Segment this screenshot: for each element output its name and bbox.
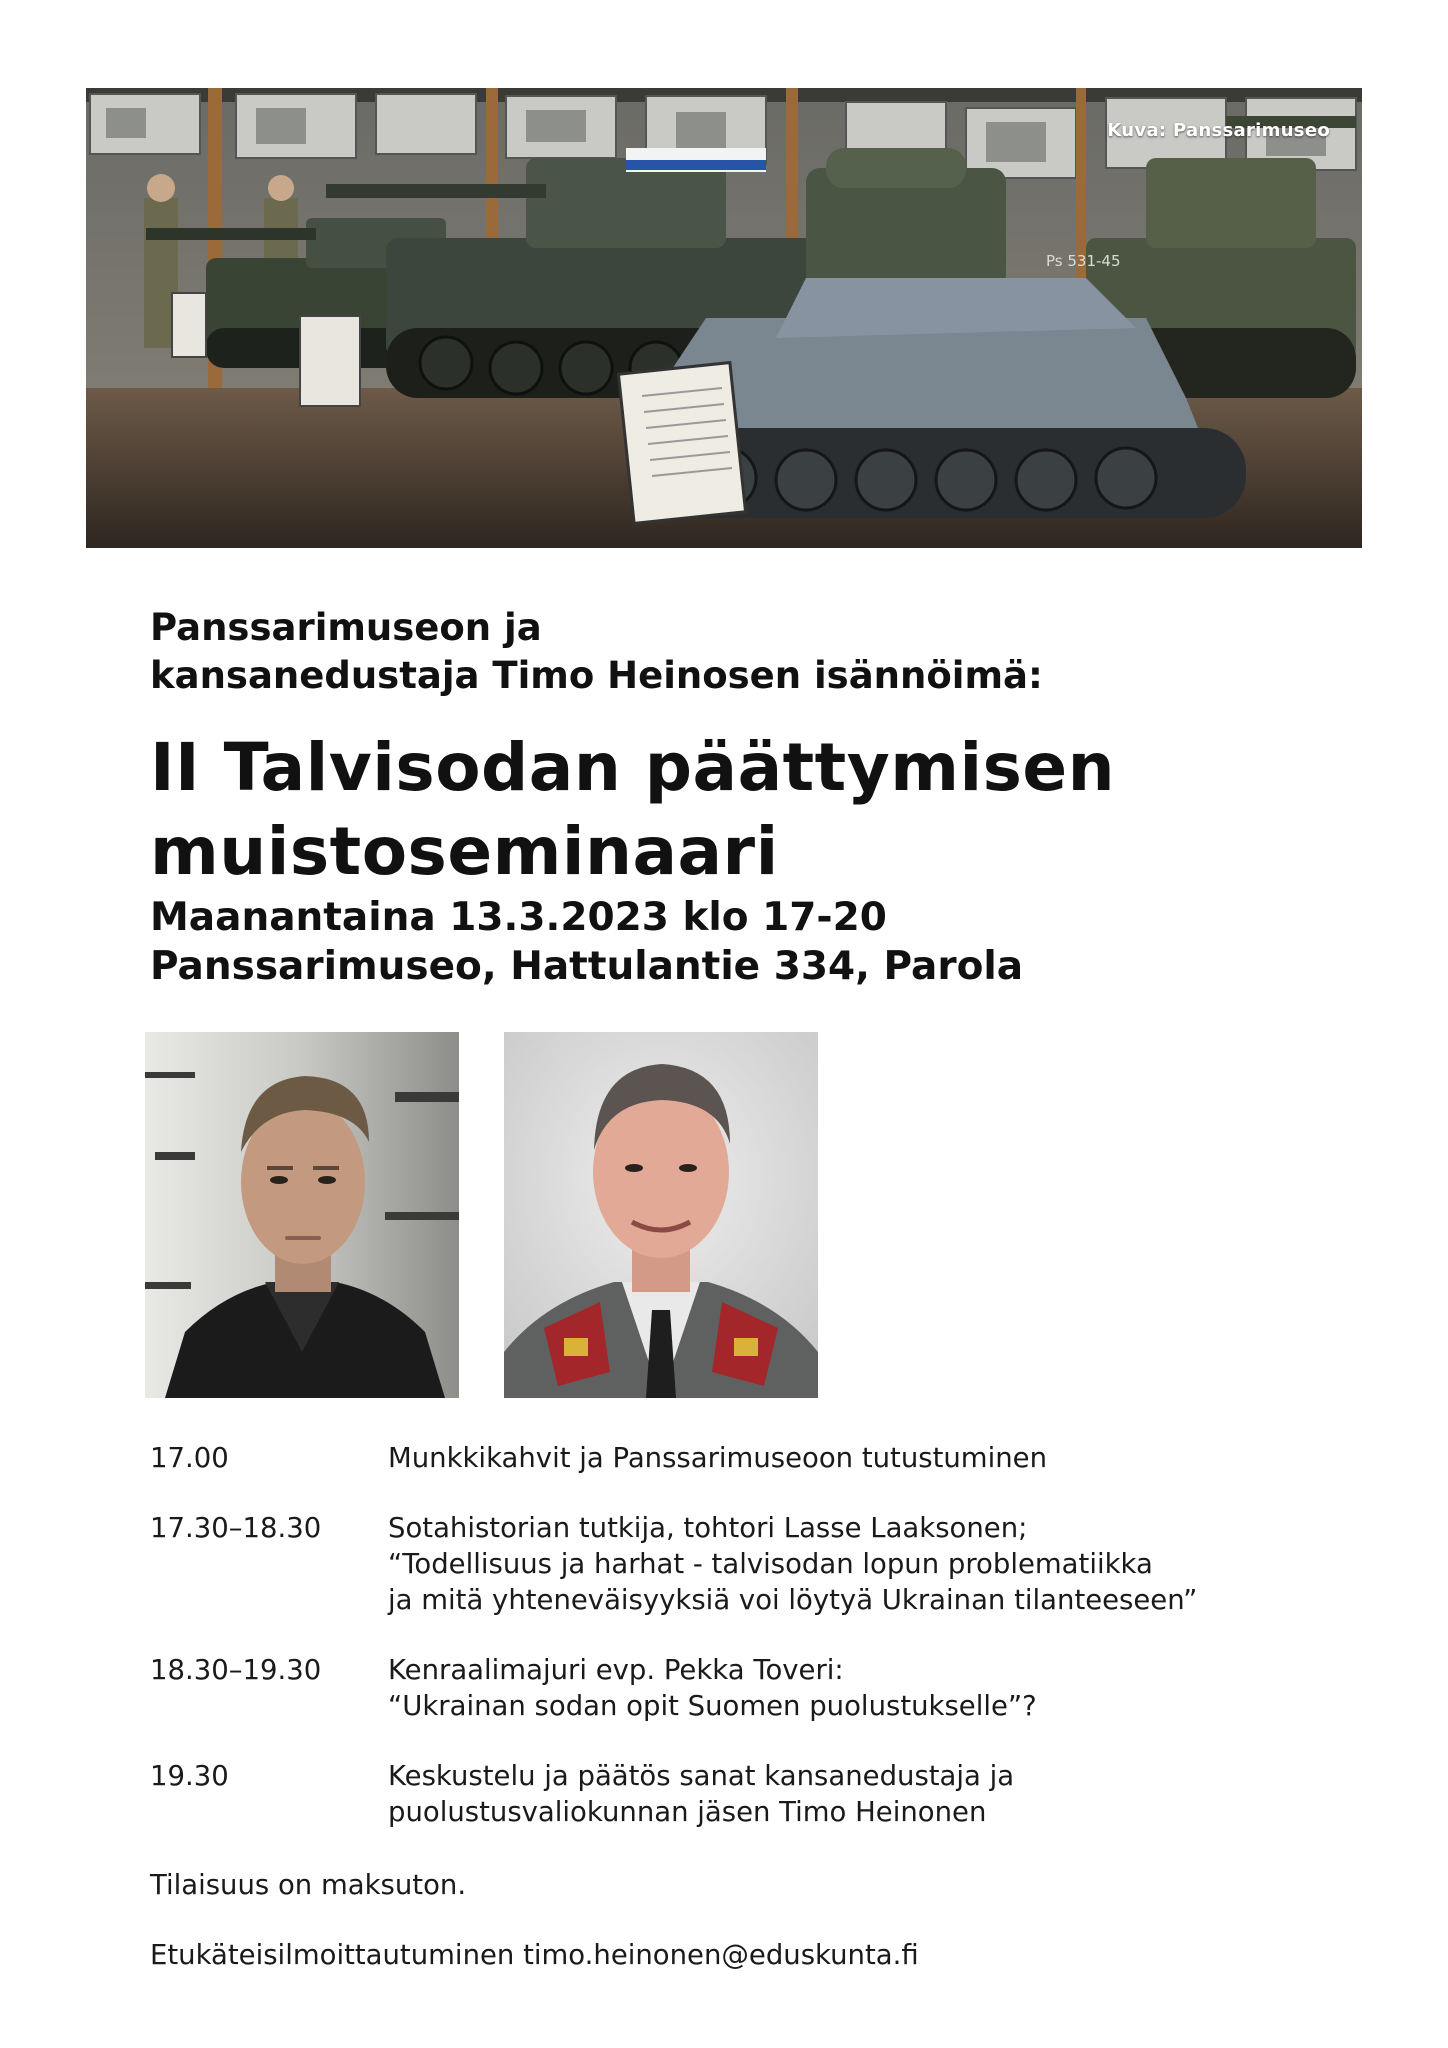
- schedule-description: [388, 1758, 1014, 1830]
- schedule-line: “Ukrainan sodan opit Suomen puolustukselle”?: [388, 1690, 1037, 1722]
- portrait-speaker-1: [145, 1032, 459, 1398]
- page-title: [150, 726, 1300, 894]
- schedule-description: [388, 1440, 1047, 1476]
- event-date: Maanantaina 13.3.2023 klo 17-20: [150, 895, 887, 940]
- schedule-time: 17.30–18.30: [150, 1512, 322, 1544]
- schedule-line: Kenraalimajuri evp. Pekka Toveri:: [388, 1654, 844, 1686]
- photo-credit: Kuva: Panssarimuseo: [1107, 120, 1330, 141]
- hero-photo: [86, 88, 1362, 548]
- schedule-line: ja mitä yhteneväisyyksiä voi löytyä Ukrainan tilanteeseen”: [388, 1584, 1198, 1616]
- schedule-description: [388, 1510, 1197, 1618]
- schedule-row: [150, 1440, 1310, 1476]
- man-in-black-portrait: [145, 1032, 459, 1398]
- signup-note: Etukäteisilmoittautuminen timo.heinonen@eduskunta.fi: [150, 1939, 919, 1971]
- schedule-row: [150, 1510, 1310, 1618]
- title-line-1: II Talvisodan päättymisen: [150, 729, 1116, 806]
- title-line-2: muistoseminaari: [150, 813, 779, 890]
- schedule-description: [388, 1652, 1037, 1724]
- schedule-line: Keskustelu ja päätös sanat kansanedustaja ja: [388, 1760, 1015, 1792]
- tank-museum-illustration: [86, 88, 1362, 548]
- schedule-line: Sotahistorian tutkija, tohtori Lasse Laaksonen;: [388, 1512, 1028, 1544]
- free-admission-note: Tilaisuus on maksuton.: [150, 1869, 467, 1901]
- schedule-row: [150, 1652, 1310, 1724]
- schedule-time: 17.00: [150, 1442, 229, 1474]
- officer-portrait: [504, 1032, 818, 1398]
- schedule-line: puolustusvaliokunnan jäsen Timo Heinonen: [388, 1796, 987, 1828]
- schedule-time: 18.30–19.30: [150, 1654, 322, 1686]
- portrait-speaker-2: [504, 1032, 818, 1398]
- plate-text: Ps 531-45: [1046, 252, 1121, 270]
- event-details: [150, 893, 1300, 991]
- program-schedule: [150, 1440, 1310, 1864]
- event-place: Panssarimuseo, Hattulantie 334, Parola: [150, 944, 1024, 989]
- schedule-time: 19.30: [150, 1760, 229, 1792]
- hosts-heading: [150, 604, 1300, 700]
- hosts-line-1: Panssarimuseon ja: [150, 606, 542, 649]
- schedule-row: [150, 1758, 1310, 1830]
- schedule-line: Munkkikahvit ja Panssarimuseoon tutustuminen: [388, 1442, 1048, 1474]
- schedule-line: “Todellisuus ja harhat - talvisodan lopun problematiikka: [388, 1548, 1153, 1580]
- hosts-line-2: kansanedustaja Timo Heinosen isännöimä:: [150, 654, 1043, 697]
